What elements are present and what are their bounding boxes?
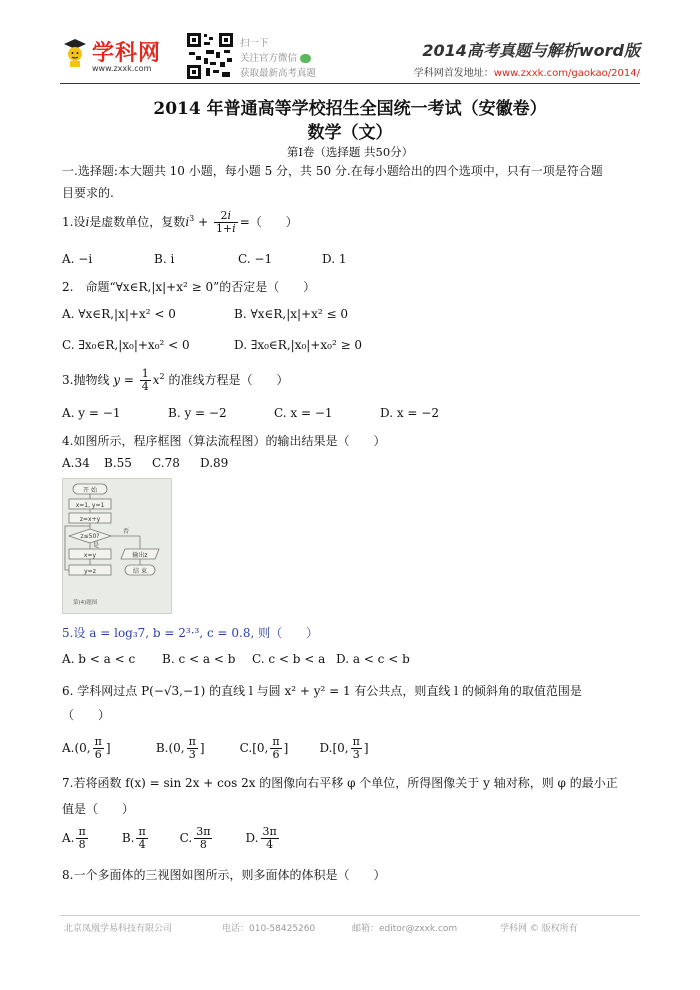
flow-start: 开 始: [83, 487, 97, 494]
option-d: D. 1: [322, 252, 347, 266]
flow-output: 输出z: [132, 552, 148, 559]
option-c: C. c < b < a: [252, 652, 326, 666]
qr-line: 获取最新高考真题: [240, 68, 317, 79]
option-a: A. b < a < c: [62, 652, 136, 666]
wechat-icon: [300, 54, 311, 63]
option-d: D.89: [200, 456, 229, 470]
question-6: 6. 学科网过点 P(−√3,−1) 的直线 l 与圆 x² + y² = 1 有公共点，则直线 l 的倾斜角的取值范围是: [62, 684, 582, 698]
option-c: C.[0, $\frac{\pi}{6}$ ]: [239, 735, 289, 761]
option-c: C.78: [152, 456, 180, 470]
option-d: D. $\frac{3\pi}{4}$: [245, 825, 277, 851]
qr-caption: [240, 36, 316, 81]
q4-options: [62, 456, 228, 470]
q1-options: [62, 252, 346, 266]
flow-end: 结 束: [133, 568, 147, 575]
question-1: 1.设i是虚数单位，复数$i^3$ + $\frac{2i}{1+i}$ =（ ）: [62, 209, 298, 235]
option-c: C. ∃x₀∈R,|x₀|+x₀² < 0: [62, 338, 190, 352]
footer-copyright: 学科网 © 版权所有: [500, 924, 578, 934]
brand-title: 2014高考真题与解析word版: [422, 41, 640, 60]
option-b: B.55: [104, 456, 132, 470]
logo-url: www.zxxk.com: [92, 64, 152, 73]
option-a: A. −i: [62, 252, 93, 266]
qr-line: 关注官方微信: [240, 51, 316, 66]
flow-step-1: x=y: [83, 552, 97, 559]
qr-line: 扫一下: [240, 38, 269, 49]
header-rule: [60, 83, 640, 84]
exam-subtitle: 数学（文）: [307, 123, 393, 143]
intro-line: 目要求的.: [62, 186, 114, 200]
graduate-mascot-icon: [62, 36, 88, 68]
option-b: B. c < a < b: [162, 652, 236, 666]
question-2: 2. 命题“∀x∈R,|x|+x² ≥ 0”的否定是（ ）: [62, 280, 316, 294]
option-d: D. a < c < b: [336, 652, 410, 666]
question-3: 3.抛物线 y = $\frac{1}{4}$ $x^2$ 的准线方程是（ ）: [62, 367, 289, 393]
question-7-cont: 值是（ ）: [62, 802, 135, 816]
footer-phone: 电话：010-58425260: [222, 924, 316, 934]
flow-yes-label: 是: [93, 542, 100, 549]
flow-assign: z=x+y: [79, 516, 101, 523]
flow-init: x=1, y=1: [75, 502, 105, 509]
brand-subtitle: 学科网首发地址：www.zxxk.com/gaokao/2014/: [413, 68, 640, 79]
option-c: C. x = −1: [274, 406, 333, 420]
question-7: 7.若将函数 f(x) = sin 2x + cos 2x 的图像向右平移 φ 个单位，所得图像关于 y 轴对称，则 φ 的最小正: [62, 776, 618, 790]
option-b: B. $\frac{\pi}{4}$: [121, 825, 146, 851]
q5-options: [62, 652, 410, 666]
option-a: A. y = −1: [62, 406, 121, 420]
intro-line: 一.选择题:本大题共 10 小题，每小题 5 分，共 50 分.在每小题给出的四个选项中，只有一项是符合题: [62, 164, 603, 178]
flow-caption: 第(4)题图: [73, 600, 98, 606]
option-a: A. ∀x∈R,|x|+x² < 0: [62, 307, 176, 321]
option-b: B. i: [154, 252, 175, 266]
q2-options-ab: [62, 307, 348, 321]
question-5: 5.设 a = log₃7, b = 2³·³, c = 0.8, 则（ ）: [62, 626, 319, 640]
flow-no-label: 否: [123, 528, 130, 535]
section-heading: 第Ⅰ卷（选择题 共50分）: [286, 145, 414, 159]
option-a: A.(0, $\frac{\pi}{6}$ ]: [62, 735, 111, 761]
question-8: 8.一个多面体的三视图如图所示，则多面体的体积是（ ）: [62, 868, 386, 882]
option-b: B. ∀x∈R,|x|+x² ≤ 0: [234, 307, 348, 321]
footer-rule: [60, 915, 640, 916]
qr-code-icon: [186, 32, 234, 80]
option-a: A. $\frac{\pi}{8}$: [62, 825, 86, 851]
q6-options: [62, 736, 369, 761]
option-d: D.[0, $\frac{\pi}{3}$ ]: [319, 735, 369, 761]
flow-step-2: y=z: [84, 568, 96, 575]
option-d: D. ∃x₀∈R,|x₀|+x₀² ≥ 0: [234, 338, 363, 352]
footer-company: 北京凤凰学易科技有限公司: [64, 924, 173, 934]
q6-paren: （ ）: [62, 708, 111, 722]
brand-link[interactable]: www.zxxk.com/gaokao/2014/: [493, 68, 640, 79]
logo: [62, 30, 172, 80]
option-c: C. $\frac{3\pi}{8}$: [179, 825, 211, 851]
logo-text: 学科网: [92, 41, 162, 66]
flowchart-figure: [62, 478, 172, 614]
exam-title: 2014 年普通高等学校招生全国统一考试（安徽卷）: [153, 99, 547, 119]
option-a: A.34: [62, 456, 90, 470]
q3-options: [62, 406, 439, 420]
flow-condition: z≤50?: [80, 533, 100, 540]
option-b: B. y = −2: [168, 406, 227, 420]
option-b: B.(0, $\frac{\pi}{3}$ ]: [155, 735, 205, 761]
q7-options: [62, 826, 281, 851]
footer-email: 邮箱：editor@zxxk.com: [352, 924, 458, 934]
option-c: C. −1: [238, 252, 273, 266]
question-4: 4.如图所示，程序框图（算法流程图）的输出结果是（ ）: [62, 434, 386, 448]
q2-options-cd: [62, 338, 362, 352]
option-d: D. x = −2: [380, 406, 439, 420]
